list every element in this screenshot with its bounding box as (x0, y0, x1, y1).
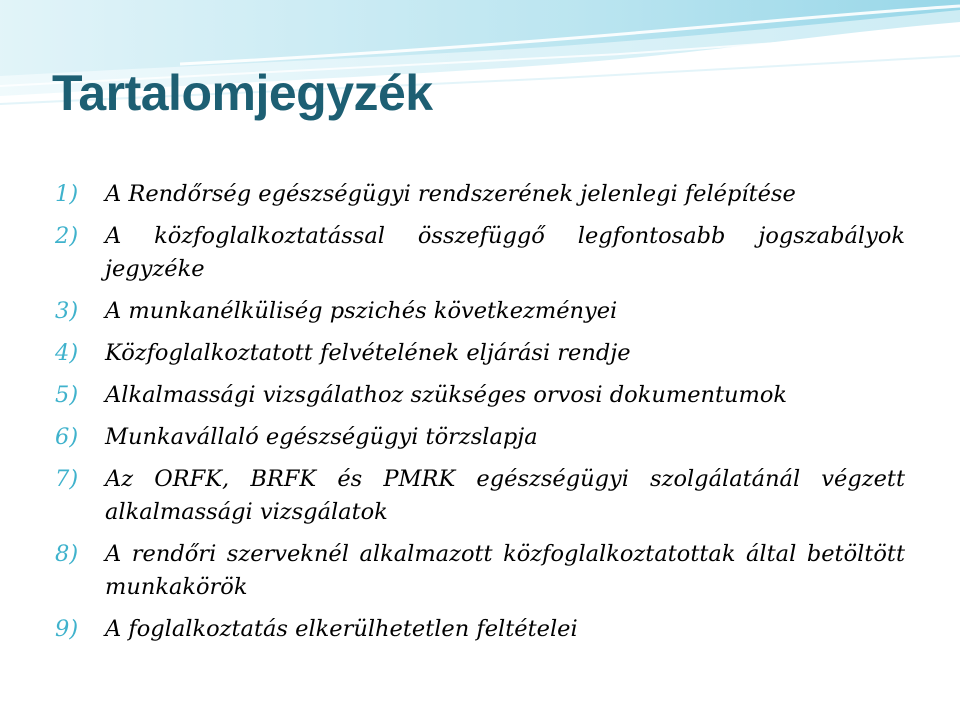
toc-item-number: 3) (55, 298, 79, 324)
toc-item-9 (55, 613, 905, 646)
toc-item-text: Munkavállaló egészségügyi törzslapja (105, 424, 538, 450)
table-of-contents (55, 178, 905, 655)
toc-item-4 (55, 337, 905, 370)
toc-item-number: 7) (55, 466, 79, 492)
toc-item-1 (55, 178, 905, 211)
toc-item-text: A közfoglalkoztatással összefüggő legfontosabb jogszabályok jegyzéke (105, 223, 905, 282)
toc-item-2 (55, 220, 905, 286)
toc-item-7 (55, 463, 905, 529)
toc-item-number: 2) (55, 223, 79, 249)
toc-item-number: 6) (55, 424, 79, 450)
toc-item-number: 5) (55, 382, 79, 408)
toc-item-number: 1) (55, 181, 79, 207)
toc-item-text: A rendőri szerveknél alkalmazott közfoglalkoztatottak által betöltött munkakörök (105, 541, 905, 600)
toc-item-text: A Rendőrség egészségügyi rendszerének jelenlegi felépítése (105, 181, 796, 207)
toc-item-5 (55, 379, 905, 412)
toc-item-8 (55, 538, 905, 604)
toc-item-text: A foglalkoztatás elkerülhetetlen feltételei (105, 616, 578, 642)
toc-item-text: Az ORFK, BRFK és PMRK egészségügyi szolgálatánál végzett alkalmassági vizsgálatok (105, 466, 905, 525)
toc-item-3 (55, 295, 905, 328)
toc-item-text: Alkalmassági vizsgálathoz szükséges orvosi dokumentumok (105, 382, 788, 408)
toc-item-6 (55, 421, 905, 454)
toc-item-number: 8) (55, 541, 79, 567)
toc-item-text: A munkanélküliség pszichés következményei (105, 298, 618, 324)
toc-item-number: 4) (55, 340, 79, 366)
toc-item-number: 9) (55, 616, 79, 642)
slide-title: Tartalomjegyzék (52, 65, 433, 121)
toc-item-text: Közfoglalkoztatott felvételének eljárási rendje (105, 340, 631, 366)
